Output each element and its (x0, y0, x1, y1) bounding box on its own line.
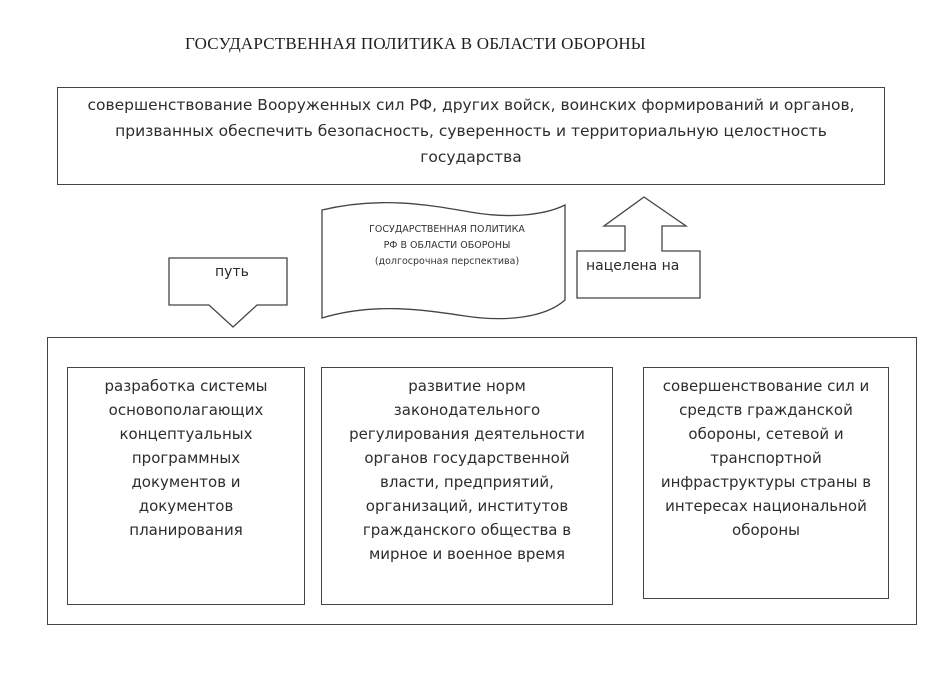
direction-text-documents: разработка системы основополагающих концептуальных программных документов и документов планирования (104, 377, 268, 539)
diagram-title: ГОСУДАРСТВЕННАЯ ПОЛИТИКА В ОБЛАСТИ ОБОРОНЫ (185, 34, 646, 53)
left-arrow-label: путь (215, 264, 249, 280)
center-banner (331, 222, 563, 270)
goal-text: совершенствование Вооруженных сил РФ, других войск, воинских формирований и органов, призванных обеспечить безопасность, суверенность и территориальную целостность государства (87, 96, 855, 166)
direction-box-documents (67, 367, 305, 605)
direction-box-legislation (321, 367, 613, 605)
right-arrow-label: нацелена на (586, 258, 680, 274)
direction-text-legislation: развитие норм законодательного регулирования деятельности органов государственной власти, предприятий, организаций, институтов гражданского общества в мирное и военное время (349, 377, 585, 563)
center-banner-line1: ГОСУДАРСТВЕННАЯ ПОЛИТИКА (369, 224, 525, 235)
center-banner-line3: (долгосрочная перспектива) (374, 256, 520, 267)
center-banner-line2: РФ В ОБЛАСТИ ОБОРОНЫ (383, 240, 511, 251)
right-up-arrow-shape (577, 197, 700, 298)
direction-text-civil-defense: совершенствование сил и средств гражданской обороны, сетевой и транспортной инфраструктуры страны в интересах национальной обороны (660, 377, 872, 539)
direction-box-civil-defense (643, 367, 889, 599)
